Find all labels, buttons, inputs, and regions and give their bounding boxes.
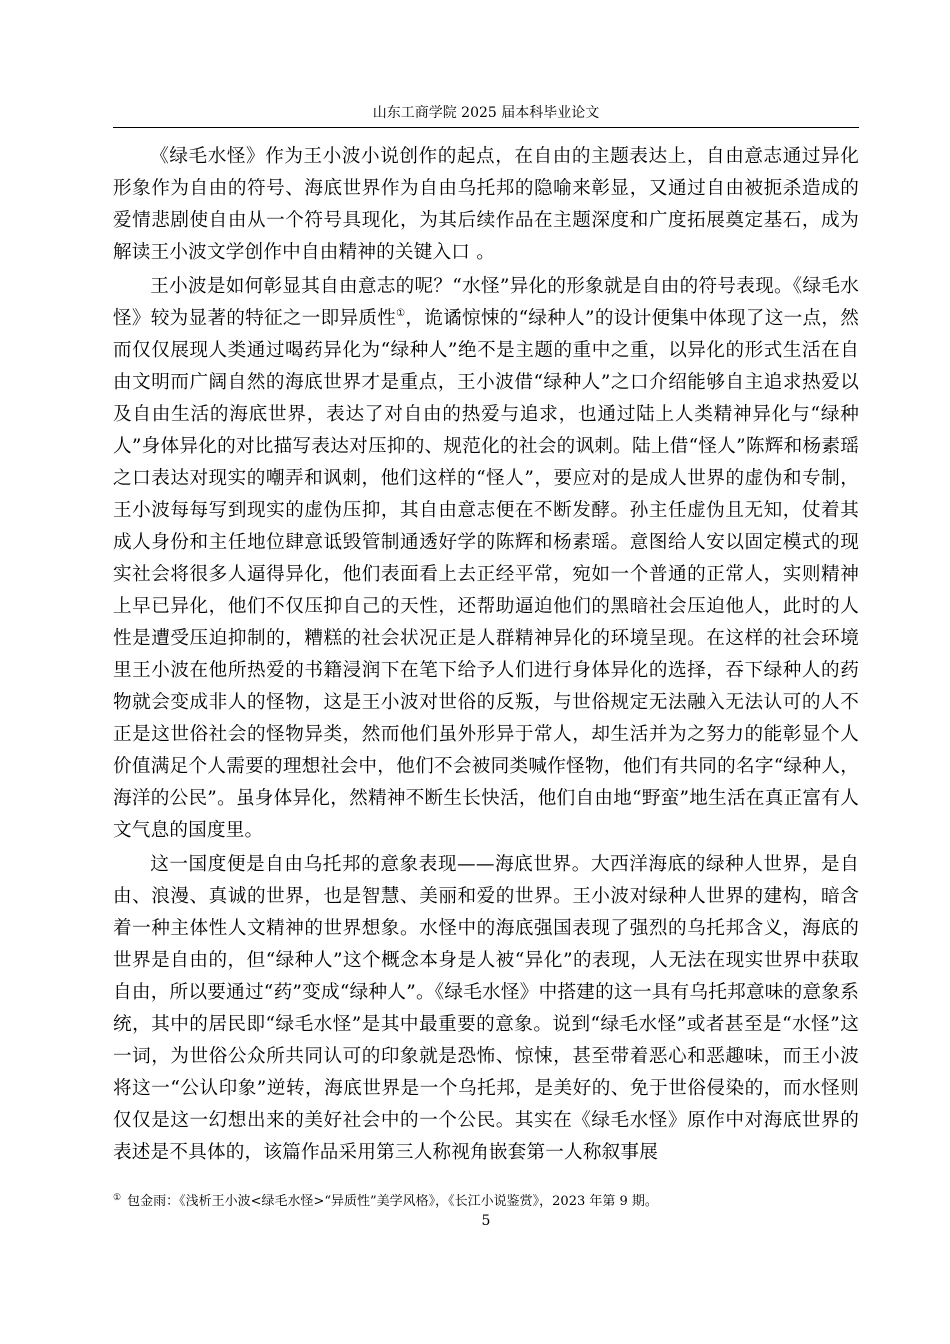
paragraph-2 — [113, 271, 859, 847]
page-number: 5 — [481, 1213, 491, 1229]
footnote-text: 包金雨：《浅析王小波<绿毛水怪>“异质性”美学风格》，《长江小说鉴赏》，2023 年第 9 期。 — [127, 1194, 658, 1209]
running-header: 山东工商学院 2025 届本科毕业论文 — [372, 105, 600, 121]
footnote-mark: ① — [113, 1193, 122, 1203]
paragraph-2-part-a: 王小波是如何彰显其自由意志的呢？“水怪”异化的形象就是自由的符号表现。《绿毛水怪》较为显著的特征之一即异质性 — [113, 276, 859, 329]
paragraph-1: 《绿毛水怪》作为王小波小说创作的起点，在自由的主题表达上，自由意志通过异化形象作为自由的符号、海底世界作为自由乌托邦的隐喻来彰显，又通过自由被扼杀造成的爱情悲剧使自由从一个符号具现化，为其后续作品在主题深度和广度拓展奠定基石，成为解读王小波文学创作中自由精神的关键入口 。 — [113, 146, 859, 263]
footnote — [113, 1192, 859, 1212]
paragraph-3: 这一国度便是自由乌托邦的意象表现——海底世界。大西洋海底的绿种人世界，是自由、浪漫、真诚的世界，也是智慧、美丽和爱的世界。王小波对绿种人世界的建构，暗含着一种主体性人文精神的世界想象。水怪中的海底强国表现了强烈的乌托邦含义，海底的世界是自由的，但“绿种人”这个概念本身是人被“异化”的表现，人无法在现实世界中获取自由，所以要通过“药”变成“绿种人”。《绿毛水怪》中搭建的这一具有乌托邦意味的意象系统，其中的居民即“绿毛水怪”是其中最重要的意象。说到“绿毛水怪”或者甚至是“水怪”这一词，为世俗公众所共同认可的印象就是恐怖、惊悚，甚至带着恶心和恶趣味，而王小波将这一“公认印象”逆转，海底世界是一个乌托邦，是美好的、免于世俗侵染的，而水怪则仅仅是这一幻想出来的美好社会中的一个公民。其实在《绿毛水怪》原作中对海底世界的表述是不具体的，该篇作品采用第三人称视角嵌套第一人称叙事展 — [113, 854, 859, 1163]
header-rule — [113, 127, 859, 128]
body-text — [113, 141, 859, 1171]
paragraph-2-part-b: ，诡谲惊悚的“绿种人”的设计便集中体现了这一点，然而仅仅展现人类通过喝药异化为“绿种人”绝不是主题的重中之重，以异化的形式生活在自由文明而广阔自然的海底世界才是重点，王小波借“绿种人”之口介绍能够自主追求热爱以及自由生活的海底世界，表达了对自由的热爱与追求，也通过陆上人类精神异化与“绿种人”身体异化的对比描写表达对压抑的、规范化的社会的讽刺。陆上借“怪人”陈辉和杨素瑶之口表达对现实的嘲弄和讽刺，他们这样的“怪人”，要应对的是成人世界的虚伪和专制，王小波每每写到现实的虚伪压抑，其自由意志便在不断发酵。孙主任虚伪且无知，仗着其成人身份和主任地位肆意诋毁管制通透好学的陈辉和杨素瑶。意图给人安以固定模式的现实社会将很多人逼得异化，他们表面看上去正经平常，宛如一个普通的正常人，实则精神上早已异化，他们不仅压抑自己的天性，还帮助逼迫他们的黑暗社会压迫他人，此时的人性是遭受压迫抑制的，糟糕的社会状况正是人群精神异化的环境呈现。在这样的社会环境里王小波在他所热爱的书籍浸润下在笔下给予人们进行身体异化的选择，吞下绿种人的药物就会变成非人的怪物，这是王小波对世俗的反叛，与世俗规定无法融入无法认可的人不正是这世俗社会的怪物异类，然而他们虽外形异于常人，却生活并为之努力的能彰显个人价值满足个人需要的理想社会中，他们不会被同类喊作怪物，他们有共同的名字“绿种人，海洋的公民”。虽身体异化，然精神不断生长快活，他们自由地“野蛮”地生活在真正富有人文气息的国度里。 — [113, 308, 859, 841]
footnote-reference: ① — [396, 308, 406, 319]
